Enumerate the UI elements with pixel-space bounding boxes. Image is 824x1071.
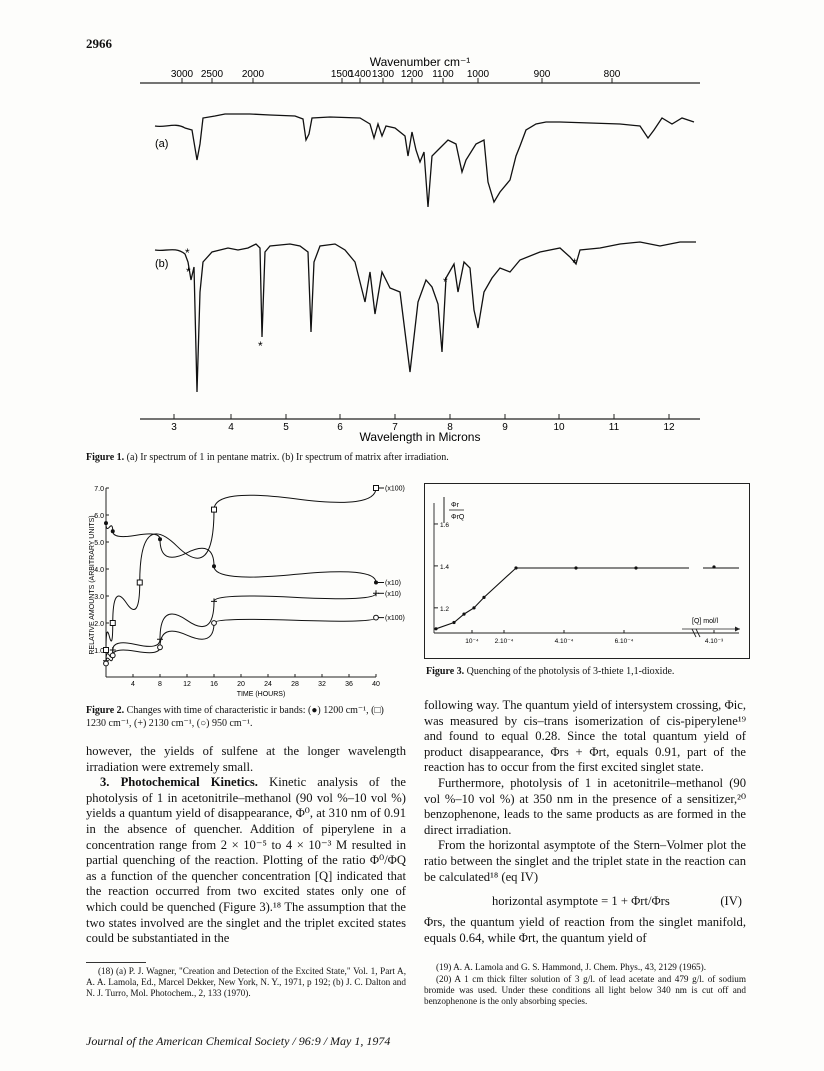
left-column-text — [86, 744, 406, 947]
fig2-y-tick-label: 5.0 — [94, 540, 104, 547]
fig1-top-tick-label: 1100 — [432, 69, 454, 80]
fig2-x-tick-label: 24 — [264, 681, 272, 688]
fig2-x-tick-label: 20 — [237, 681, 245, 688]
fig1-bottom-tick-label: 3 — [171, 422, 177, 433]
fig1-top-tick-label: 1500 — [330, 69, 354, 80]
fig3-marker — [712, 565, 715, 568]
fig2-marker-dot — [111, 529, 115, 533]
fig2-marker-square — [104, 648, 109, 653]
spectrum-a-line — [155, 114, 694, 207]
fig1-bottom-tick-label: 10 — [553, 422, 565, 433]
fig2-x-tick-label: 36 — [345, 681, 353, 688]
fig2-y-tick-label: 2.0 — [94, 621, 104, 628]
fig3-x-tick-label: 6.10⁻⁴ — [614, 638, 634, 645]
fig1-top-tick-label: 1400 — [348, 69, 372, 80]
fig2-marker-circle — [212, 621, 217, 626]
fig2-x-tick-label: 16 — [210, 681, 218, 688]
left-paragraph-2-text: Kinetic analysis of the photolysis of 1 in acetonitrile–methanol (90 vol %–10 vol %) yields a quantum yield of disappearance, Φ⁰, at 310 nm of 0.91 in the absence of quencher. Addition of piperylene in a concentration range from 2 × 10⁻⁵ to 4 × 10⁻³ M resulted in partial quenching of the reaction. Plotting of the ratio Φ⁰/ΦQ as a function of the quencher concentration [Q] indicated that the reaction occurred from two excited states only one of which could be quenched (Figure 3).¹⁸ The assumption that the two states involved are the singlet and the triplet excited states could be substantiated in the — [86, 775, 406, 946]
fig2-marker-square — [374, 486, 379, 491]
fig1-top-ticks — [171, 69, 621, 83]
fig2-marker-dot — [158, 537, 162, 541]
fig2-series-label: (x100) — [385, 485, 405, 493]
left-paragraph-1: however, the yields of sulfene at the longer wavelength irradiation were extremely small. — [86, 744, 406, 774]
fig2-y-tick-label: 7.0 — [94, 486, 104, 493]
fig2-marker-square — [110, 621, 115, 626]
fig3-x-tick-label: 4.10⁻⁴ — [554, 638, 574, 645]
figure2-chart — [86, 480, 406, 700]
footnotes-right — [424, 962, 746, 1008]
fig1-star: * — [185, 246, 190, 260]
fig2-x-tick-label: 4 — [131, 681, 135, 688]
fig1-top-tick-label: 1300 — [371, 69, 395, 80]
fig2-x-tick-label: 40 — [372, 681, 380, 688]
left-paragraph-2 — [86, 775, 406, 947]
footnote-19: (19) A. A. Lamola and G. S. Hammond, J. Chem. Phys., 43, 2129 (1965). — [436, 962, 706, 972]
fig1-label-a: (a) — [155, 138, 169, 150]
fig3-y-tick-label: 1.4 — [440, 563, 450, 571]
footnote-rule-left — [86, 962, 146, 963]
fig2-marker-square — [137, 580, 142, 585]
fig1-caption-text: (a) Ir spectrum of 1 in pentane matrix. (b) Ir spectrum of matrix after irradiation. — [126, 452, 449, 463]
fig1-label-b: (b) — [155, 258, 169, 270]
fig2-series-label: (x10) — [385, 590, 401, 598]
figure2-caption — [86, 705, 406, 730]
fig2-y-tick-label: 6.0 — [94, 513, 104, 520]
fig1-top-tick-label: 1000 — [466, 69, 490, 80]
fig1-top-tick-label: 900 — [533, 69, 551, 80]
fig2-xlabel: TIME (HOURS) — [236, 691, 286, 698]
fig2-marker-square — [212, 507, 217, 512]
fig2-series-line — [106, 523, 376, 582]
fig1-top-tick-label: 2500 — [200, 69, 224, 80]
figure1-caption — [86, 452, 746, 465]
fig2-marker-circle — [104, 661, 109, 666]
fig2-x-tick-label: 8 — [158, 681, 162, 688]
fig2-ylabel: RELATIVE AMOUNTS (ARBITRARY UNITS) — [89, 515, 96, 655]
page-number: 2966 — [86, 36, 112, 51]
fig3-caption-label: Figure 3. — [426, 666, 465, 677]
fig2-series-line — [106, 593, 376, 661]
fig2-marker-circle — [110, 653, 115, 658]
fig2-marker-dot — [212, 564, 216, 568]
fig3-ylabel-num: Φr — [451, 502, 459, 509]
footnotes-left — [86, 966, 406, 1000]
right-column-text — [424, 698, 746, 946]
fig3-y-tick-label: 1.2 — [440, 605, 450, 613]
fig2-series-line — [106, 488, 376, 650]
fig2-x-tick-label: 32 — [318, 681, 326, 688]
fig3-ylabel-den: ΦrQ — [451, 514, 465, 521]
fig1-bottom-axis-label: Wavelength in Microns — [359, 430, 481, 444]
fig2-y-tick-label: 1.0 — [94, 648, 104, 655]
fig2-marker-circle — [158, 645, 163, 650]
fig1-bottom-tick-label: 12 — [663, 422, 675, 433]
fig2-x-tick-label: 28 — [291, 681, 299, 688]
fig2-series-line — [106, 618, 376, 664]
fig1-bottom-tick-label: 4 — [228, 422, 234, 433]
fig1-bottom-tick-label: 6 — [337, 422, 343, 433]
fig3-series-line — [436, 568, 689, 629]
fig1-bottom-tick-label: 11 — [608, 422, 620, 433]
fig1-bottom-tick-label: 8 — [447, 422, 453, 433]
fig1-star: * — [443, 275, 448, 289]
fig3-marker — [482, 596, 485, 599]
fig2-series-label: (x100) — [385, 615, 405, 623]
spectrum-b-line — [155, 242, 696, 392]
fig2-marker-dot — [104, 521, 108, 525]
fig2-series — [103, 486, 379, 666]
fig1-bottom-tick-label: 5 — [283, 422, 289, 433]
fig1-bottom-tick-label: 7 — [392, 422, 398, 433]
fig3-x-tick-label: 10⁻⁴ — [465, 638, 479, 645]
right-paragraph-3: From the horizontal asymptote of the Stern–Volmer plot the ratio between the singlet and the triplet state in the reaction can be calculated¹⁸ (eq IV) — [424, 838, 746, 884]
fig2-y-tick-label: 3.0 — [94, 594, 104, 601]
right-paragraph-2: Furthermore, photolysis of 1 in acetonitrile–methanol (90 vol %–10 vol %) at 350 nm in the presence of a sensitizer,²⁰ benzophenone, leads to the same products as are formed in the direct irradiation. — [424, 775, 746, 837]
fig1-top-tick-label: 800 — [603, 69, 621, 80]
fig1-top-tick-label: 2000 — [241, 69, 265, 80]
fig2-series-labels — [378, 486, 405, 623]
figure3-chart — [424, 483, 750, 659]
fig1-top-tick-label: 1200 — [400, 69, 424, 80]
fig2-caption-label: Figure 2. — [86, 705, 125, 716]
footnote-18: (18) (a) P. J. Wagner, "Creation and Detection of the Excited State," Vol. 1, Part A, A. A. Lamola, Ed., Marcel Dekker, New York, N. Y., 1971, p 192; (b) J. C. Dalton and N. J. Turro, Mol. Photochem., 2, 133 (1970). — [86, 966, 406, 998]
fig3-marker — [574, 566, 577, 569]
fig1-top-axis-label: Wavenumber cm⁻¹ — [369, 55, 471, 69]
fig3-marker — [472, 606, 475, 609]
fig2-marker-circle — [374, 615, 379, 620]
fig2-marker-dot — [374, 581, 378, 585]
footnote-20: (20) A 1 cm thick filter solution of 3 g/l. of lead acetate and 479 g/l. of sodium bromide was used. Under these conditions all light below 340 nm is cut off and benzophenone is the only absorbing species. — [424, 974, 746, 1006]
fig1-star: * — [572, 256, 577, 270]
right-paragraph-4: Φrs, the quantum yield of reaction from the singlet manifold, equals 0.64, while Φrt, the quantum yield of — [424, 915, 746, 945]
fig1-top-tick-label: 3000 — [170, 69, 194, 80]
fig3-caption-text: Quenching of the photolysis of 3-thiete 1,1-dioxide. — [466, 666, 675, 677]
fig3-marker — [514, 566, 517, 569]
fig3-x-tick-label: 2.10⁻⁴ — [494, 638, 514, 645]
figure1-ir-spectra — [120, 52, 720, 444]
fig3-xlabel: [Q] mol/l — [692, 618, 719, 625]
fig1-caption-label: Figure 1. — [86, 452, 125, 463]
fig1-star: * — [258, 339, 263, 353]
fig3-marker — [634, 566, 637, 569]
fig3-marker — [462, 613, 465, 616]
equation-text: horizontal asymptote = 1 + Φrt/Φrs — [492, 894, 670, 909]
section-heading: 3. Photochemical Kinetics. — [100, 775, 258, 790]
fig3-marker — [434, 627, 437, 630]
fig2-axes — [94, 486, 380, 688]
fig1-bottom-tick-label: 9 — [502, 422, 508, 433]
equation-iv — [424, 891, 746, 915]
fig3-marker — [452, 621, 455, 624]
fig2-y-tick-label: 4.0 — [94, 567, 104, 574]
fig2-series-label: (x10) — [385, 580, 401, 587]
equation-number: (IV) — [720, 894, 742, 909]
fig2-x-tick-label: 12 — [183, 681, 191, 688]
fig1-star: * — [186, 265, 191, 279]
fig2-caption-text: Changes with time of characteristic ir bands: (●) 1200 cm⁻¹, (□) 1230 cm⁻¹, (+) 2130 cm⁻¹, (○) 950 cm⁻¹. — [86, 705, 384, 729]
figure3-caption — [426, 666, 756, 679]
journal-footer: Journal of the American Chemical Society / 96:9 / May 1, 1974 — [86, 1034, 391, 1048]
right-paragraph-1: following way. The quantum yield of intersystem crossing, Φic, was measured by cis–trans isomerization of cis-piperylene¹⁹ and found to equal 0.28. Since the total quantum yield of product disappearance, Φrs + Φrt, equals 0.91, part of the reaction has to occur from the first excited singlet state. — [424, 698, 746, 775]
fig3-y-tick-label: 1.6 — [440, 521, 450, 529]
fig3-x-tick-label: 4.10⁻³ — [704, 638, 724, 645]
